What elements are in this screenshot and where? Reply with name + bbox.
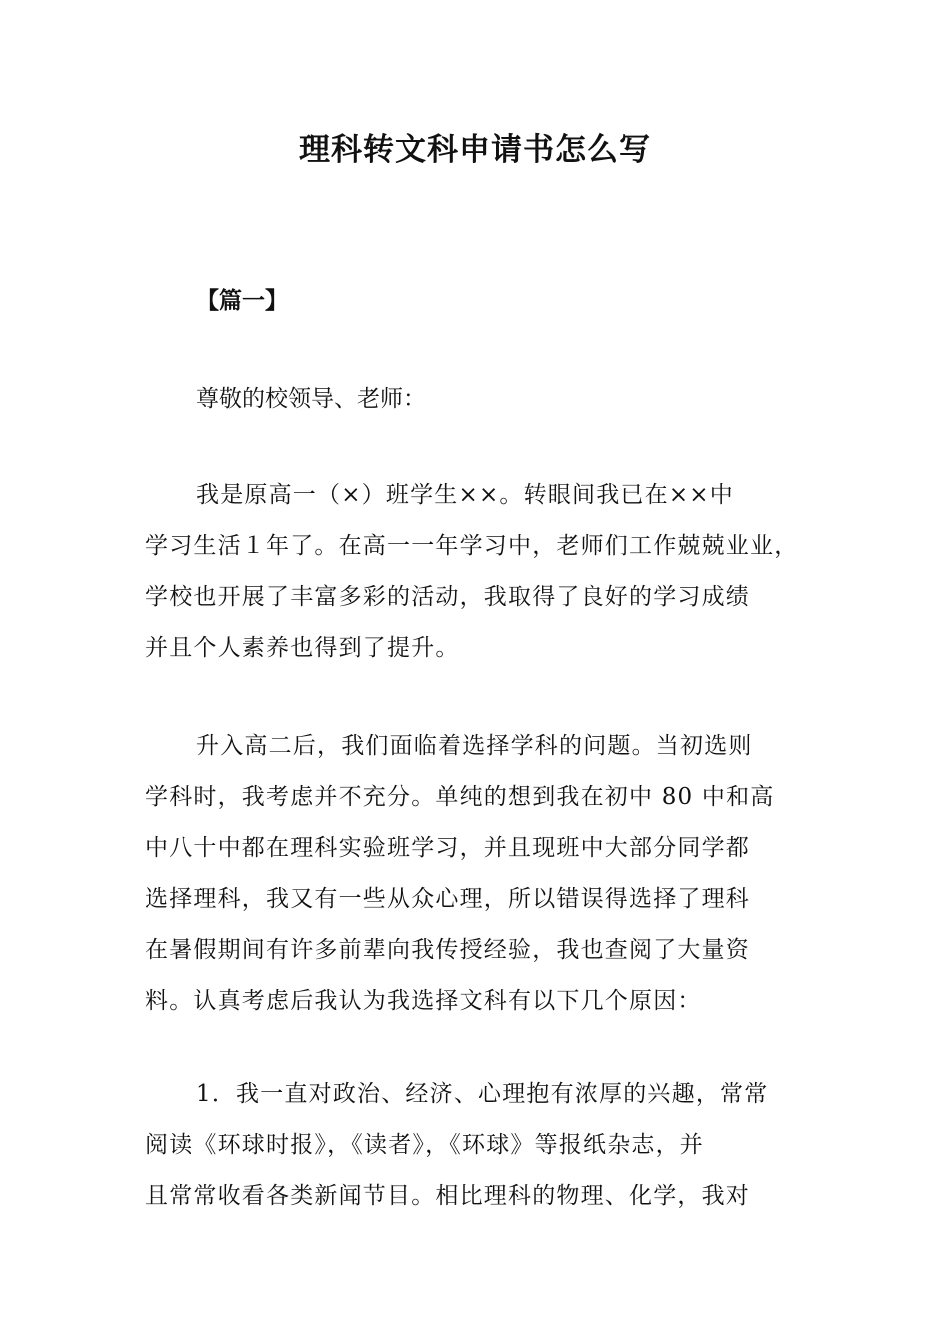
paragraph-line: 1．我一直对政治、经济、心理抱有浓厚的兴趣，常常 <box>196 1081 769 1107</box>
paragraph-line: 且常常收看各类新闻节目。相比理科的物理、化学，我对 <box>145 1183 750 1209</box>
paragraph-line: 在暑假期间有许多前辈向我传授经验，我也查阅了大量资 <box>145 937 750 963</box>
section-label: 【篇一】 <box>196 287 288 314</box>
paragraph-1 <box>145 478 815 682</box>
paragraph-line: 阅读《环球时报》，《读者》，《环球》等报纸杂志，并 <box>145 1132 704 1158</box>
paragraph-line: 并且个人素养也得到了提升。 <box>145 635 460 661</box>
paragraph-line: 我是原高一（×）班学生××。转眼间我已在××中 <box>196 482 734 508</box>
paragraph-line: 中八十中都在理科实验班学习，并且现班中大部分同学都 <box>145 835 750 861</box>
paragraph-line: 料。认真考虑后我认为我选择文科有以下几个原因： <box>145 988 702 1014</box>
document-title: 理科转文科申请书怎么写 <box>299 132 651 168</box>
paragraph-line: 学科时，我考虑并不充分。单纯的想到我在初中 80 中和高 <box>145 784 775 810</box>
paragraph-line: 升入高二后，我们面临着选择学科的问题。当初选则 <box>196 733 753 759</box>
paragraph-line: 学校也开展了丰富多彩的活动，我取得了良好的学习成绩 <box>145 584 750 610</box>
paragraph-2 <box>145 729 815 1035</box>
paragraph-line: 学习生活１年了。在高一一年学习中，老师们工作兢兢业业， <box>145 533 799 559</box>
paragraph-line: 选择理科，我又有一些从众心理，所以错误得选择了理科 <box>145 886 750 912</box>
paragraph-3 <box>145 1077 815 1230</box>
salutation: 尊敬的校领导、老师： <box>196 386 426 412</box>
